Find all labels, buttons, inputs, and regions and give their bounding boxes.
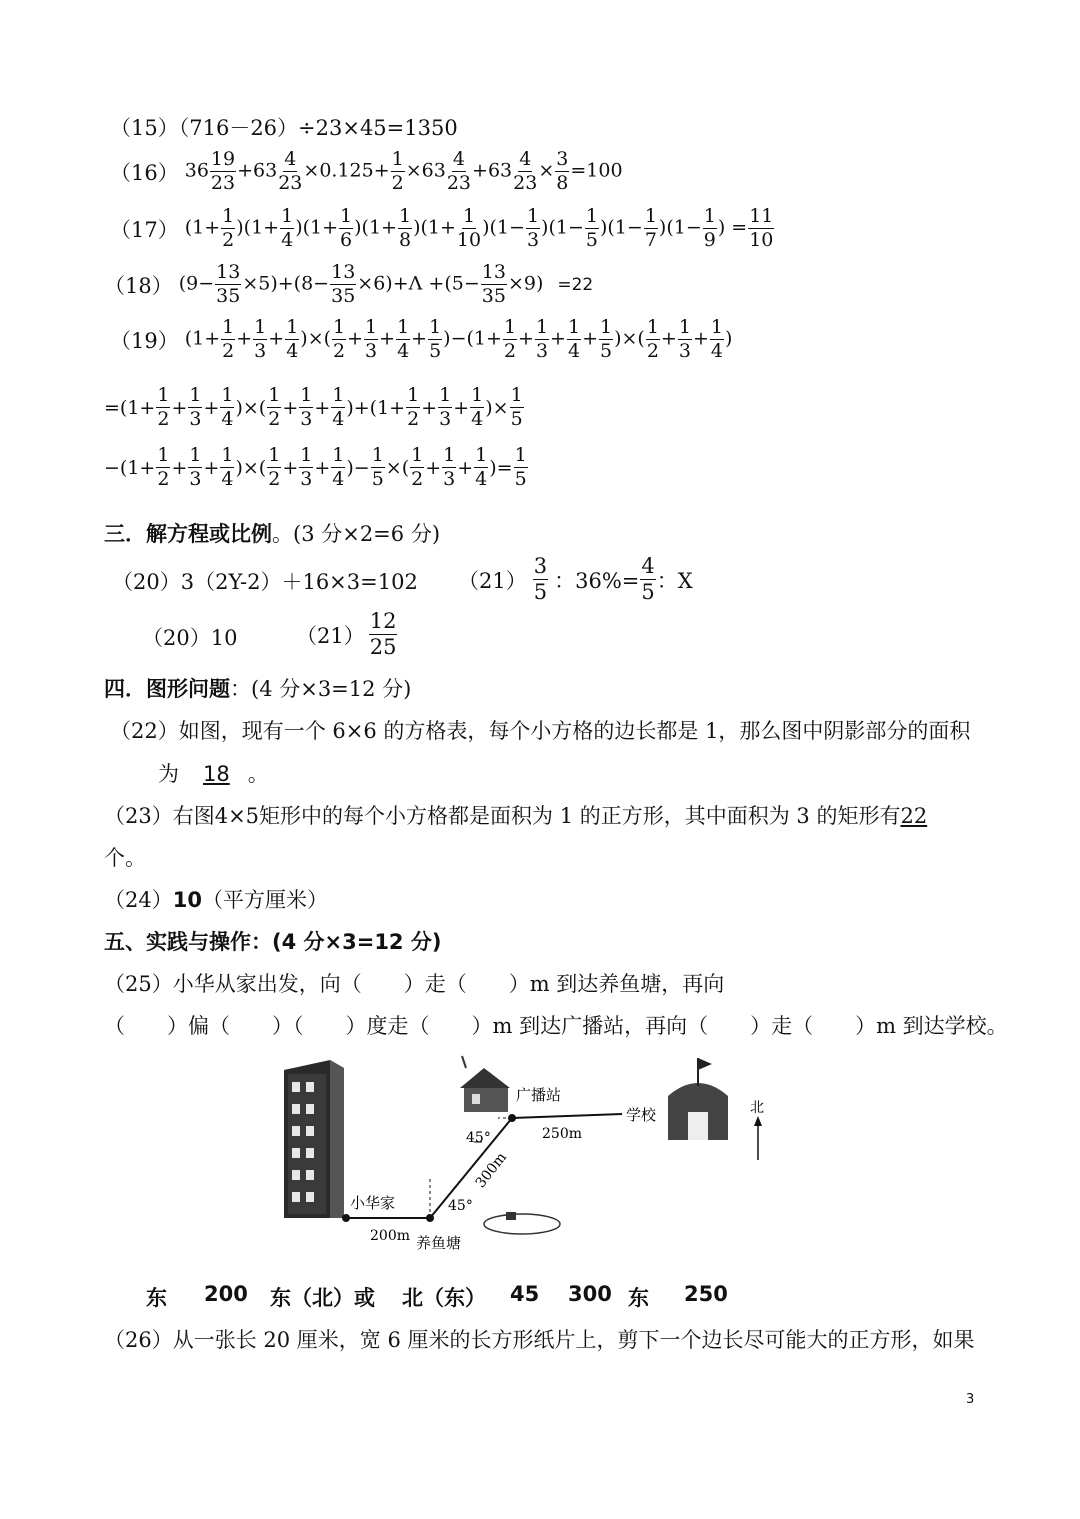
item-text: （716－26）÷23×45=1350	[178, 116, 458, 140]
answer-value: 45	[510, 1282, 540, 1306]
answer-value: 北（东）	[402, 1286, 486, 1310]
answer-20	[142, 622, 237, 652]
north-arrow-icon	[754, 1116, 762, 1160]
question-text: （25）小华从家出发，向（ ）走（ ）m 到达养鱼塘，再向	[104, 972, 725, 996]
section-title: 四．图形问题	[104, 677, 230, 701]
item-18	[104, 263, 593, 306]
answer-value: 22	[900, 804, 928, 828]
section-score: ：(4 分×3=12 分)	[230, 677, 412, 701]
fraction: $\frac{4}{5}$	[641, 554, 655, 604]
question-label: （21）	[458, 568, 527, 593]
item-19-step2: −(1+ 1 2 + 1 3 + 1 4 )×( 1 2 + 1 3 + 1 4 )− 1 5 ×( 1 2 + 1 3 + 1 4 )= 1 5	[104, 444, 527, 490]
item-label: （17）	[110, 217, 179, 242]
item-19-step1: =(1+ 1 2 + 1 3 + 1 4 )×( 1 2 + 1 3 + 1 4 )+(1+ 1 2 + 1 3 + 1 4 )× 1 5	[104, 384, 523, 430]
answer-text: （20）10	[142, 626, 238, 650]
home-building-icon	[284, 1060, 344, 1218]
route-map	[270, 1050, 790, 1260]
section-title: 五、实践与操作	[104, 930, 251, 954]
home-label: 小华家	[350, 1194, 396, 1212]
question-24	[104, 884, 328, 914]
question-text: 为	[158, 762, 179, 786]
answer-fraction: 12 25	[369, 609, 397, 659]
question-text: 个。	[104, 846, 146, 870]
pond-icon	[484, 1212, 560, 1234]
item-15	[110, 112, 458, 142]
question-22	[110, 715, 970, 745]
item-label: （15）	[110, 116, 179, 140]
question-text: （20）3（2Y-2）＋16×3=102	[112, 570, 418, 594]
question-label: （24）	[104, 888, 173, 912]
item-19	[110, 318, 732, 361]
route-station-school	[512, 1114, 622, 1118]
fraction: 3 5	[533, 554, 548, 604]
question-text: （ ）偏（ ）（ ）度走（ ）m 到达广播站，再向（ ）走（ ）m 到达学校。	[104, 1014, 1008, 1038]
item-label: （16）	[110, 160, 179, 185]
question-text: （26）从一张长 20 厘米，宽 6 厘米的长方形纸片上，剪下一个边长尽可能大的正方形，如果	[104, 1328, 975, 1352]
item-16	[110, 150, 623, 193]
question-25-line2	[104, 1010, 1008, 1040]
answer-value: 东	[146, 1286, 167, 1310]
home-point	[342, 1214, 350, 1222]
distance-1: 200m	[370, 1228, 410, 1244]
item-label: （19）	[110, 328, 179, 353]
math-expression: (1+ $\frac{1}{2}$ )(1+ $\frac{1}{4}$ )(1+ $\frac{1}{6}$ )(1+ $\frac{1}{8}$ )(1+ $\frac{1}{10}$ )(1− $\frac{1}{3}$ )(1− $\frac{1}{5}$ )(1− $\frac{1}{7}$ )(1− $\frac{1}{9}$ ) =	[184, 205, 748, 251]
section-3-heading	[104, 518, 440, 548]
math-expression: (1+ $\frac{1}{2}$ + $\frac{1}{3}$ + $\frac{1}{4}$ )×( $\frac{1}{2}$ + $\frac{1}{3}$ + $\frac{1}{4}$ + $\frac{1}{5}$ )−(1+ $\frac{1}{2}$ + $\frac{1}{3}$ + $\frac{1}{4}$ + $\frac{1}{5}$ )×( $\frac{1}{2}$ + $\frac{1}{3}$ + $\frac{1}{4}$ )	[184, 316, 733, 362]
item-label: （18）	[104, 273, 173, 298]
item-17	[110, 207, 775, 250]
distance-3: 250m	[542, 1126, 582, 1142]
station-label: 广播站	[516, 1086, 562, 1104]
result: =22	[557, 274, 594, 295]
question-text: （23）右图4×5矩形中的每个小方格都是面积为 1 的正方形，其中面积为 3 的矩形有	[104, 804, 901, 828]
school-label: 学校	[626, 1106, 657, 1124]
distance-2: 300m	[472, 1149, 510, 1192]
section-score: 。(3 分×2=6 分)	[272, 522, 441, 546]
question-text: ：36%=	[554, 568, 640, 593]
answer-value: 200	[204, 1282, 248, 1306]
question-26	[104, 1324, 975, 1354]
answer-value: 250	[684, 1282, 728, 1306]
answer-value: 18	[203, 762, 230, 786]
question-22-answer-line	[158, 758, 269, 788]
question-21	[458, 556, 693, 603]
answer-unit: （平方厘米）	[201, 888, 328, 912]
north-label: 北	[750, 1100, 764, 1116]
answers-25	[146, 1282, 728, 1312]
pond-label: 养鱼塘	[416, 1234, 462, 1252]
school-icon	[668, 1058, 728, 1140]
question-text: ：X	[656, 568, 693, 593]
question-20	[112, 566, 418, 596]
question-text: （22）如图，现有一个 6×6 的方格表，每个小方格的边长都是 1，那么图中阴影部分的面积	[110, 719, 971, 743]
question-text: 。	[247, 762, 269, 786]
answer-21	[296, 611, 398, 658]
result-fraction: $\frac{11}{10}$	[749, 205, 774, 251]
answer-value: 东（北）或	[270, 1286, 375, 1310]
answer-value: 300	[568, 1282, 612, 1306]
answer-value: 10	[172, 888, 202, 912]
page-number: 3	[966, 1392, 975, 1407]
question-25	[104, 968, 724, 998]
math-expression: (9− $\frac{13}{35}$ ×5)+(8− $\frac{13}{35}$ ×6)+Λ +(5− $\frac{13}{35}$ ×9)	[178, 261, 544, 307]
answer-label: （21）	[296, 623, 365, 648]
station-house-icon	[460, 1056, 510, 1112]
angle-2: 45°	[466, 1130, 491, 1146]
math-expression: 36 $\frac{19}{23}$ +63 $\frac{4}{23}$ ×0.125+ $\frac{1}{2}$ ×63 $\frac{4}{23}$ +63 $\frac{4}{23}$ × $\frac{3}{8}$ =100	[184, 148, 623, 194]
angle-1: 45°	[448, 1198, 473, 1214]
section-score: ：(4 分×3=12 分)	[251, 930, 442, 954]
section-title: 三．解方程或比例	[104, 522, 272, 546]
question-23	[104, 800, 927, 830]
question-23-line2	[104, 842, 146, 872]
section-4-heading	[104, 673, 411, 703]
answer-value: 东	[628, 1286, 649, 1310]
section-5-heading	[104, 926, 441, 956]
